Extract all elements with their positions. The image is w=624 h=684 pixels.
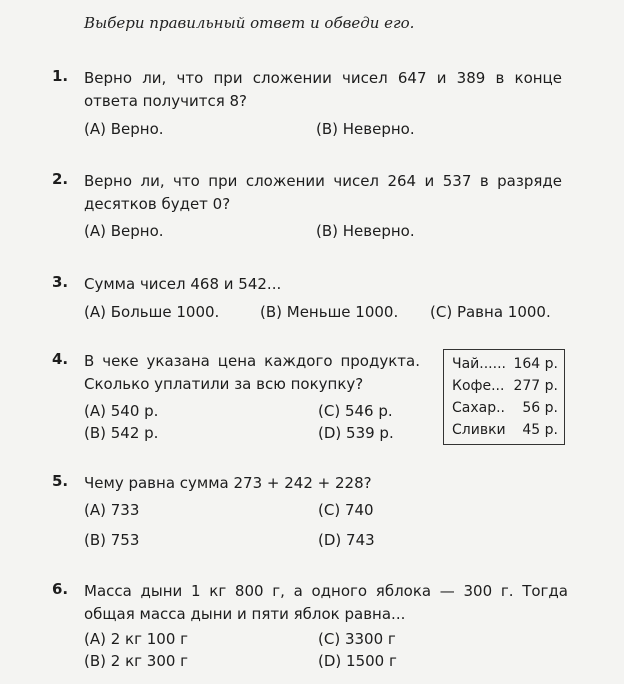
- option-d[interactable]: (D) 743: [318, 531, 375, 549]
- option-a[interactable]: (A) 733: [84, 501, 140, 519]
- instruction-text: Выбери правильный ответ и обведи его.: [84, 14, 415, 32]
- option-a[interactable]: (A) 540 р.: [84, 402, 159, 420]
- receipt-row: [452, 397, 558, 419]
- question-text: Верно ли, что при сложении чисел 647 и 389 в конце ответа получится 8?: [84, 69, 562, 110]
- receipt-item: Сливки: [452, 422, 506, 438]
- option-b[interactable]: (B) 542 р.: [84, 424, 159, 442]
- question-number: 4.: [52, 350, 69, 368]
- receipt-price: 56 р.: [522, 400, 558, 416]
- receipt-row: [452, 375, 558, 397]
- option-b[interactable]: (B) Неверно.: [316, 222, 415, 240]
- receipt-item: Кофе...: [452, 378, 505, 394]
- option-b[interactable]: (B) 753: [84, 531, 140, 549]
- question-number: 5.: [52, 472, 69, 490]
- option-d[interactable]: (D) 539 р.: [318, 424, 394, 442]
- receipt-row: [452, 419, 558, 441]
- option-c[interactable]: (C) 546 р.: [318, 402, 393, 420]
- option-a[interactable]: (A) Больше 1000.: [84, 303, 220, 321]
- option-a[interactable]: (A) 2 кг 100 г: [84, 630, 189, 648]
- option-b[interactable]: (B) Неверно.: [316, 120, 415, 138]
- receipt-price: 164 р.: [513, 356, 558, 372]
- question-text: Чему равна сумма 273 + 242 + 228?: [84, 474, 372, 492]
- question-text: В чеке указана цена каждого продукта. Сколько уплатили за всю покупку?: [84, 352, 420, 393]
- option-c[interactable]: (C) 740: [318, 501, 374, 519]
- question-text: Сумма чисел 468 и 542...: [84, 275, 282, 293]
- receipt-box: [443, 349, 565, 445]
- receipt-item: Сахар..: [452, 400, 506, 416]
- option-a[interactable]: (A) Верно.: [84, 222, 164, 240]
- option-c[interactable]: (C) 3300 г: [318, 630, 396, 648]
- option-a[interactable]: (A) Верно.: [84, 120, 164, 138]
- receipt-item: Чай......: [452, 356, 506, 372]
- question-number: 2.: [52, 170, 69, 188]
- question-number: 6.: [52, 580, 69, 598]
- option-d[interactable]: (D) 1500 г: [318, 652, 397, 670]
- option-b[interactable]: (B) Меньше 1000.: [260, 303, 399, 321]
- question-number: 3.: [52, 273, 69, 291]
- option-b[interactable]: (B) 2 кг 300 г: [84, 652, 189, 670]
- receipt-price: 45 р.: [522, 422, 558, 438]
- receipt-row: [452, 353, 558, 375]
- question-number: 1.: [52, 67, 69, 85]
- option-c[interactable]: (C) Равна 1000.: [430, 303, 551, 321]
- question-text: Верно ли, что при сложении чисел 264 и 537 в разряде десятков будет 0?: [84, 172, 562, 213]
- receipt-price: 277 р.: [513, 378, 558, 394]
- question-text: Масса дыни 1 кг 800 г, а одного яблока — 300 г. Тогда общая масса дыни и пяти яблок равна...: [84, 582, 568, 623]
